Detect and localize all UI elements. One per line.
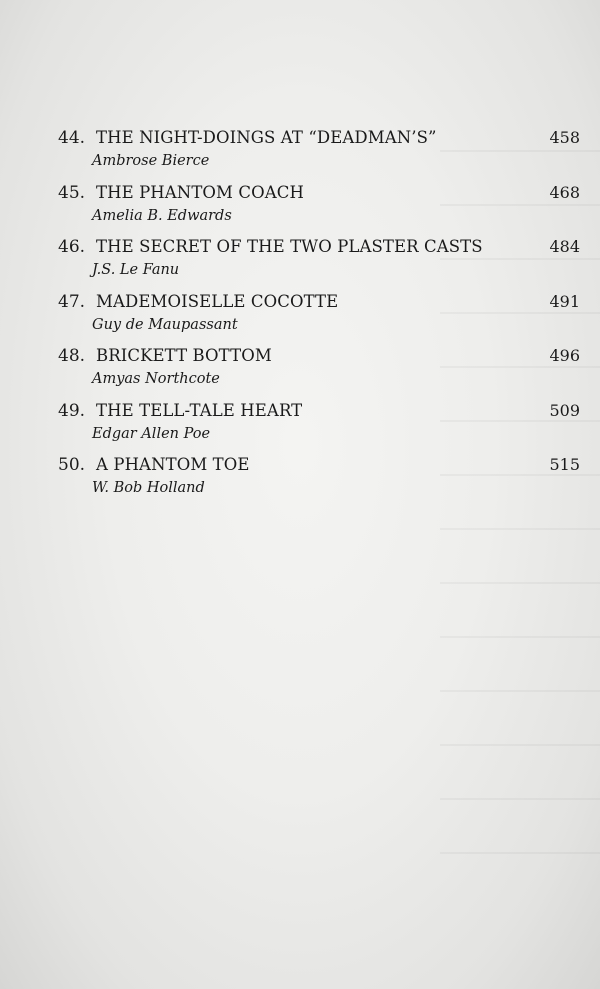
toc-entry-title-row (58, 292, 580, 312)
entry-title: THE TELL-TALE HEART (96, 400, 303, 420)
toc-entry (58, 183, 580, 238)
entry-number: 46. (58, 237, 86, 257)
entry-title: MADEMOISELLE COCOTTE (96, 291, 339, 311)
entry-number: 44. (58, 128, 86, 148)
entry-author: Edgar Allen Poe (92, 425, 211, 442)
toc-entry-title-row (58, 237, 580, 257)
toc-entry-title-row (58, 183, 580, 203)
toc-entry (58, 455, 580, 510)
entry-author: J.S. Le Fanu (92, 262, 180, 278)
entry-number: 50. (58, 455, 86, 475)
entry-number: 45. (58, 182, 86, 203)
toc-entry (58, 237, 580, 292)
toc-entry-title-row (58, 346, 580, 366)
entry-page-number: 468 (549, 182, 580, 202)
entry-author: W. Bob Holland (92, 480, 205, 496)
toc-entry (58, 292, 580, 347)
entry-author: Amyas Northcote (92, 371, 220, 387)
entry-number: 47. (58, 291, 86, 312)
toc-entry (58, 401, 580, 456)
entry-author: Amelia B. Edwards (92, 207, 232, 224)
entry-title: A PHANTOM TOE (96, 455, 250, 474)
entry-title: THE NIGHT-DOINGS AT “DEADMAN’S” (96, 128, 437, 147)
entry-title: THE PHANTOM COACH (96, 182, 304, 202)
toc-entry (58, 346, 580, 401)
entry-title: BRICKETT BOTTOM (96, 346, 272, 365)
toc-entry (58, 128, 580, 183)
entry-author: Guy de Maupassant (92, 316, 238, 333)
entry-page-number: 458 (549, 128, 580, 147)
toc-entry-title-row (58, 128, 580, 148)
entry-page-number: 515 (549, 455, 580, 474)
table-of-contents (58, 128, 580, 510)
entry-page-number: 484 (549, 237, 580, 256)
toc-entry-title-row (58, 401, 580, 421)
entry-author: Ambrose Bierce (92, 153, 210, 169)
entry-page-number: 496 (549, 346, 580, 365)
toc-entry-title-row (58, 455, 580, 475)
entry-page-number: 491 (549, 291, 580, 311)
entry-title: THE SECRET OF THE TWO PLASTER CASTS (96, 237, 483, 256)
entry-page-number: 509 (549, 400, 580, 420)
entry-number: 48. (58, 346, 86, 366)
entry-number: 49. (58, 400, 86, 421)
